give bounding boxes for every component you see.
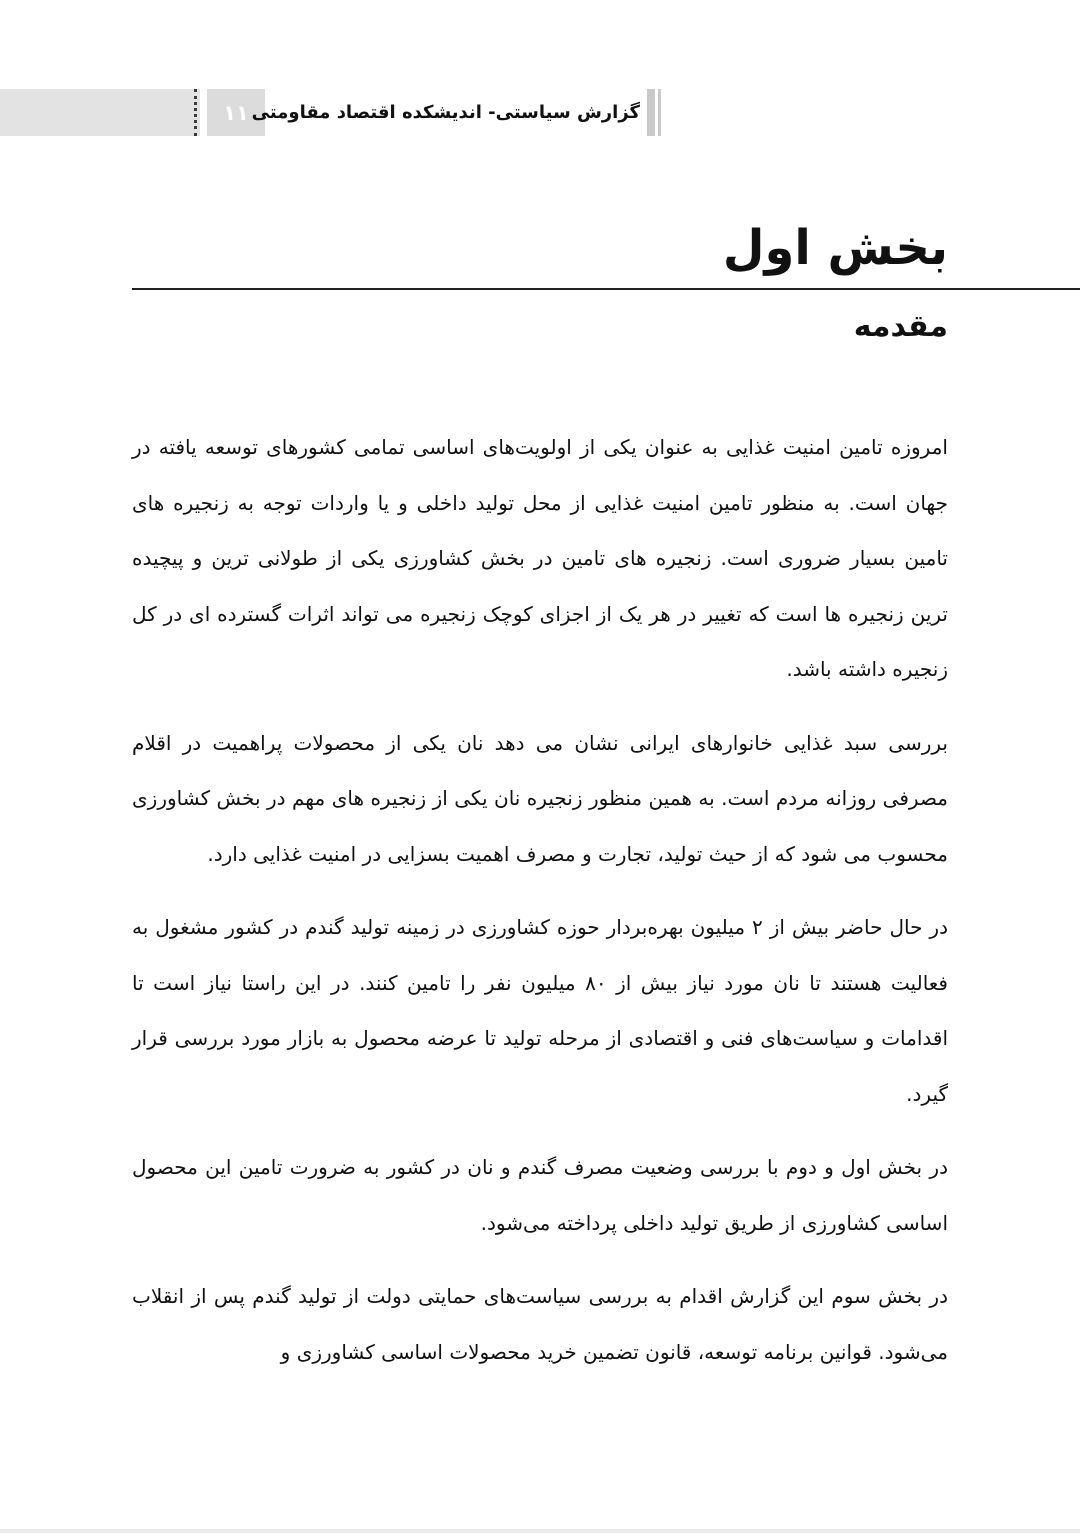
paragraph: در بخش اول و دوم با بررسی وضعیت مصرف گندم و نان در کشور به ضرورت تامین این محصول اساسی کشاورزی از طریق تولید داخلی پرداخته می‌شود. — [132, 1155, 948, 1235]
header-stripe — [647, 89, 655, 136]
page-bottom-edge — [0, 1529, 1080, 1533]
page-number: ۱۱ — [223, 100, 249, 125]
body-text — [132, 420, 948, 1398]
header-dotted-divider — [194, 89, 197, 136]
section-title: بخش اول — [722, 220, 948, 276]
paragraph: در بخش سوم این گزارش اقدام به بررسی سیاست‌های حمایتی دولت از تولید گندم پس از انقلاب می‌شود. قوانین برنامه توسعه، قانون تضمین خرید محصولات اساسی کشاورزی و — [132, 1284, 948, 1364]
header-stripe-thin — [658, 89, 661, 136]
header-band — [0, 89, 200, 136]
paragraph: در حال حاضر بیش از ۲ میلیون بهره‌بردار حوزه کشاورزی در زمینه تولید گندم در کشور مشغول به فعالیت هستند تا نان مورد نیاز بیش از ۸۰ میلیون نفر را تامین کنند. در این راستا نیاز است تا اقدامات و سیاست‌های فنی و اقتصادی از مرحله تولید تا عرضه محصول به بازار مورد بررسی قرار گیرد. — [132, 915, 948, 1106]
title-underline — [132, 288, 1080, 290]
subsection-title: مقدمه — [853, 309, 948, 344]
paragraph: امروزه تامین امنیت غذایی به عنوان یکی از اولویت‌های اساسی تمامی کشورهای توسعه یافته در جهان است. به منظور تامین امنیت غذایی از محل تولید داخلی و یا واردات توجه به زنجیره های تامین بسیار ضروری است. زنجیره های تامین در بخش کشاورزی یکی از طولانی ترین و پیچیده ترین زنجیره ها است که تغییر در هر یک از اجزای کوچک زنجیره می تواند اثرات گسترده ای در کل زنجیره داشته باشد. — [132, 435, 948, 681]
running-header-title: گزارش سیاستی- اندیشکده اقتصاد مقاومتی — [251, 102, 640, 123]
paragraph: بررسی سبد غذایی خانوارهای ایرانی نشان می دهد نان یکی از محصولات پراهمیت در اقلام مصرفی روزانه مردم است. به همین منظور زنجیره نان یکی از زنجیره های مهم در بخش کشاورزی محسوب می شود که از حیث تولید، تجارت و مصرف اهمیت بسزایی در امنیت غذایی دارد. — [132, 730, 948, 866]
